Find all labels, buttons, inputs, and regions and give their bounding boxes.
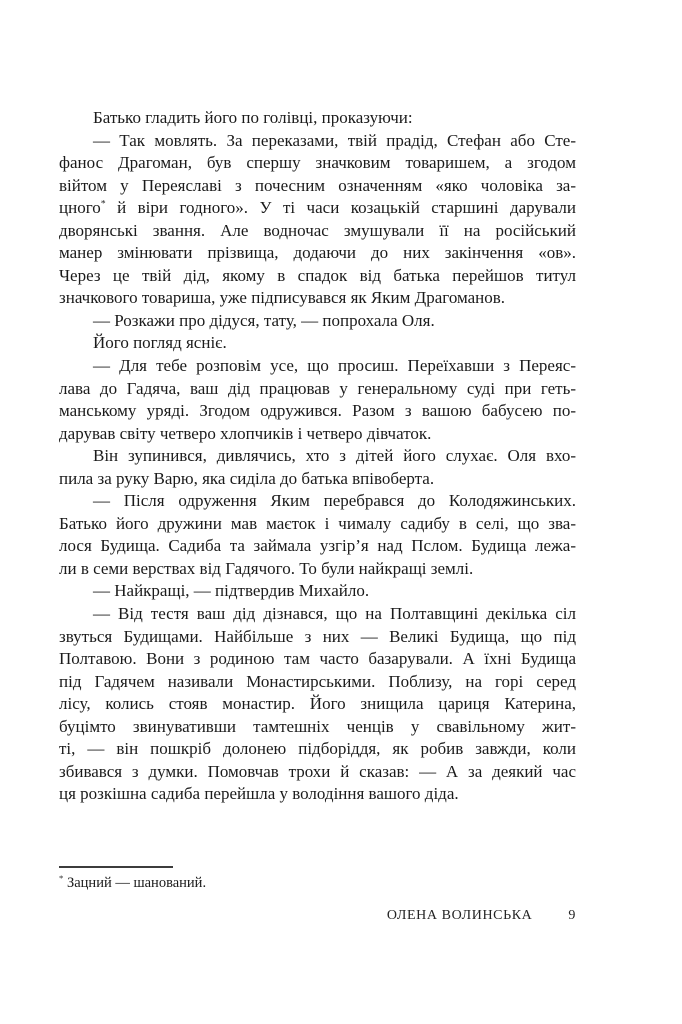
text-line: буцімто звинувативши тамтешніх ченців у свавільному жит-	[59, 716, 576, 736]
text-line: манер змінювати прізвища, додаючи до них закінчення «ов».	[59, 243, 576, 263]
page-number: 9	[568, 908, 576, 923]
paragraph	[59, 445, 576, 490]
text-line: ли в семи верствах від Гадячого. То були найкращі землі.	[59, 558, 474, 578]
page-footer	[59, 908, 576, 924]
text-line: лісу, колись стояв монастир. Його знищила цариця Катерина,	[59, 694, 576, 714]
text-line: збивався з думки. Помовчав трохи й сказав: — А за деякий час	[59, 761, 576, 781]
text-line: Він зупинився, дивлячись, хто з дітей його слухає. Оля вхо-	[93, 446, 576, 466]
text-line: — Від тестя ваш дід дізнався, що на Полтавщині декілька сіл	[93, 604, 576, 624]
paragraph	[59, 490, 576, 580]
text-line: дарував світу четверо хлопчиків і четверо дівчаток.	[59, 423, 432, 443]
footnote-text-content: Зацний — шанований.	[66, 875, 207, 891]
text-line: — Розкажи про дідуся, тату, — попрохала Оля.	[93, 310, 435, 330]
footnote-text	[59, 874, 576, 893]
body-text	[59, 107, 576, 806]
paragraph	[59, 603, 576, 806]
text-line: цного* й віри годного». У ті часи козацькій старшині дарували	[59, 198, 576, 218]
text-line: дворянські звання. Але водночас змушували її на російський	[59, 220, 576, 240]
text-line: Через це твій дід, якому в спадок від батька перейшов титул	[59, 265, 576, 285]
paragraph	[59, 310, 576, 333]
text-line: манському уряді. Згодом одружився. Разом з вашою бабусею по-	[59, 401, 576, 421]
text-line: під Гадячем називали Монастирськими. Поблизу, на горі серед	[59, 671, 576, 691]
text-line: — Так мовлять. За переказами, твій прадід, Стефан або Сте-	[93, 130, 576, 150]
paragraph	[59, 332, 576, 355]
text-line: лося Будища. Садиба та займала узгір’я над Пслом. Будища лежа-	[59, 536, 576, 556]
footnote-marker: *	[59, 873, 64, 884]
paragraph	[59, 355, 576, 445]
footnote-rule	[59, 866, 173, 868]
text-line: — Найкращі, — підтвердив Михайло.	[93, 581, 370, 601]
text-line: Батько його дружини мав маєток і чималу садибу в селі, що зва-	[59, 513, 576, 533]
text-line: ця розкішна садиба перейшла у володіння вашого діда.	[59, 784, 459, 804]
text-line: — Для тебе розповім усе, що просиш. Переїхавши з Переяс-	[93, 356, 576, 376]
text-line: ті, — він пошкріб долонею підборіддя, як робив завжди, коли	[59, 739, 576, 759]
running-footer-author: ОЛЕНА ВОЛИНСЬКА	[386, 908, 533, 923]
text-line: Полтавою. Вони з родиною там часто базарували. А їхні Будища	[59, 649, 576, 669]
text-line: звуться Будищами. Найбільше з них — Великі Будища, що під	[59, 626, 576, 646]
footnote-ref: *	[100, 198, 106, 210]
text-line: значкового товариша, уже підписувався як Яким Драгоманов.	[59, 288, 506, 308]
paragraph	[59, 107, 576, 130]
text-line: лава до Гадяча, ваш дід працював у генеральному суді при геть-	[59, 378, 576, 398]
text-line: фанос Драгоман, був спершу значковим товаришем, а згодом	[59, 153, 576, 173]
footnote	[59, 866, 576, 893]
text-line: Його погляд ясніє.	[93, 333, 227, 353]
text-line: Батько гладить його по голівці, проказуючи:	[93, 108, 413, 127]
text-line: війтом у Переяславі з почесним означенням «яко чоловіка за-	[59, 175, 576, 195]
paragraph	[59, 580, 576, 603]
text-line: пила за руку Варю, яка сиділа до батька впівоберта.	[59, 468, 435, 488]
text-line: — Після одруження Яким перебрався до Колодяжинських.	[93, 491, 576, 511]
paragraph	[59, 130, 576, 310]
